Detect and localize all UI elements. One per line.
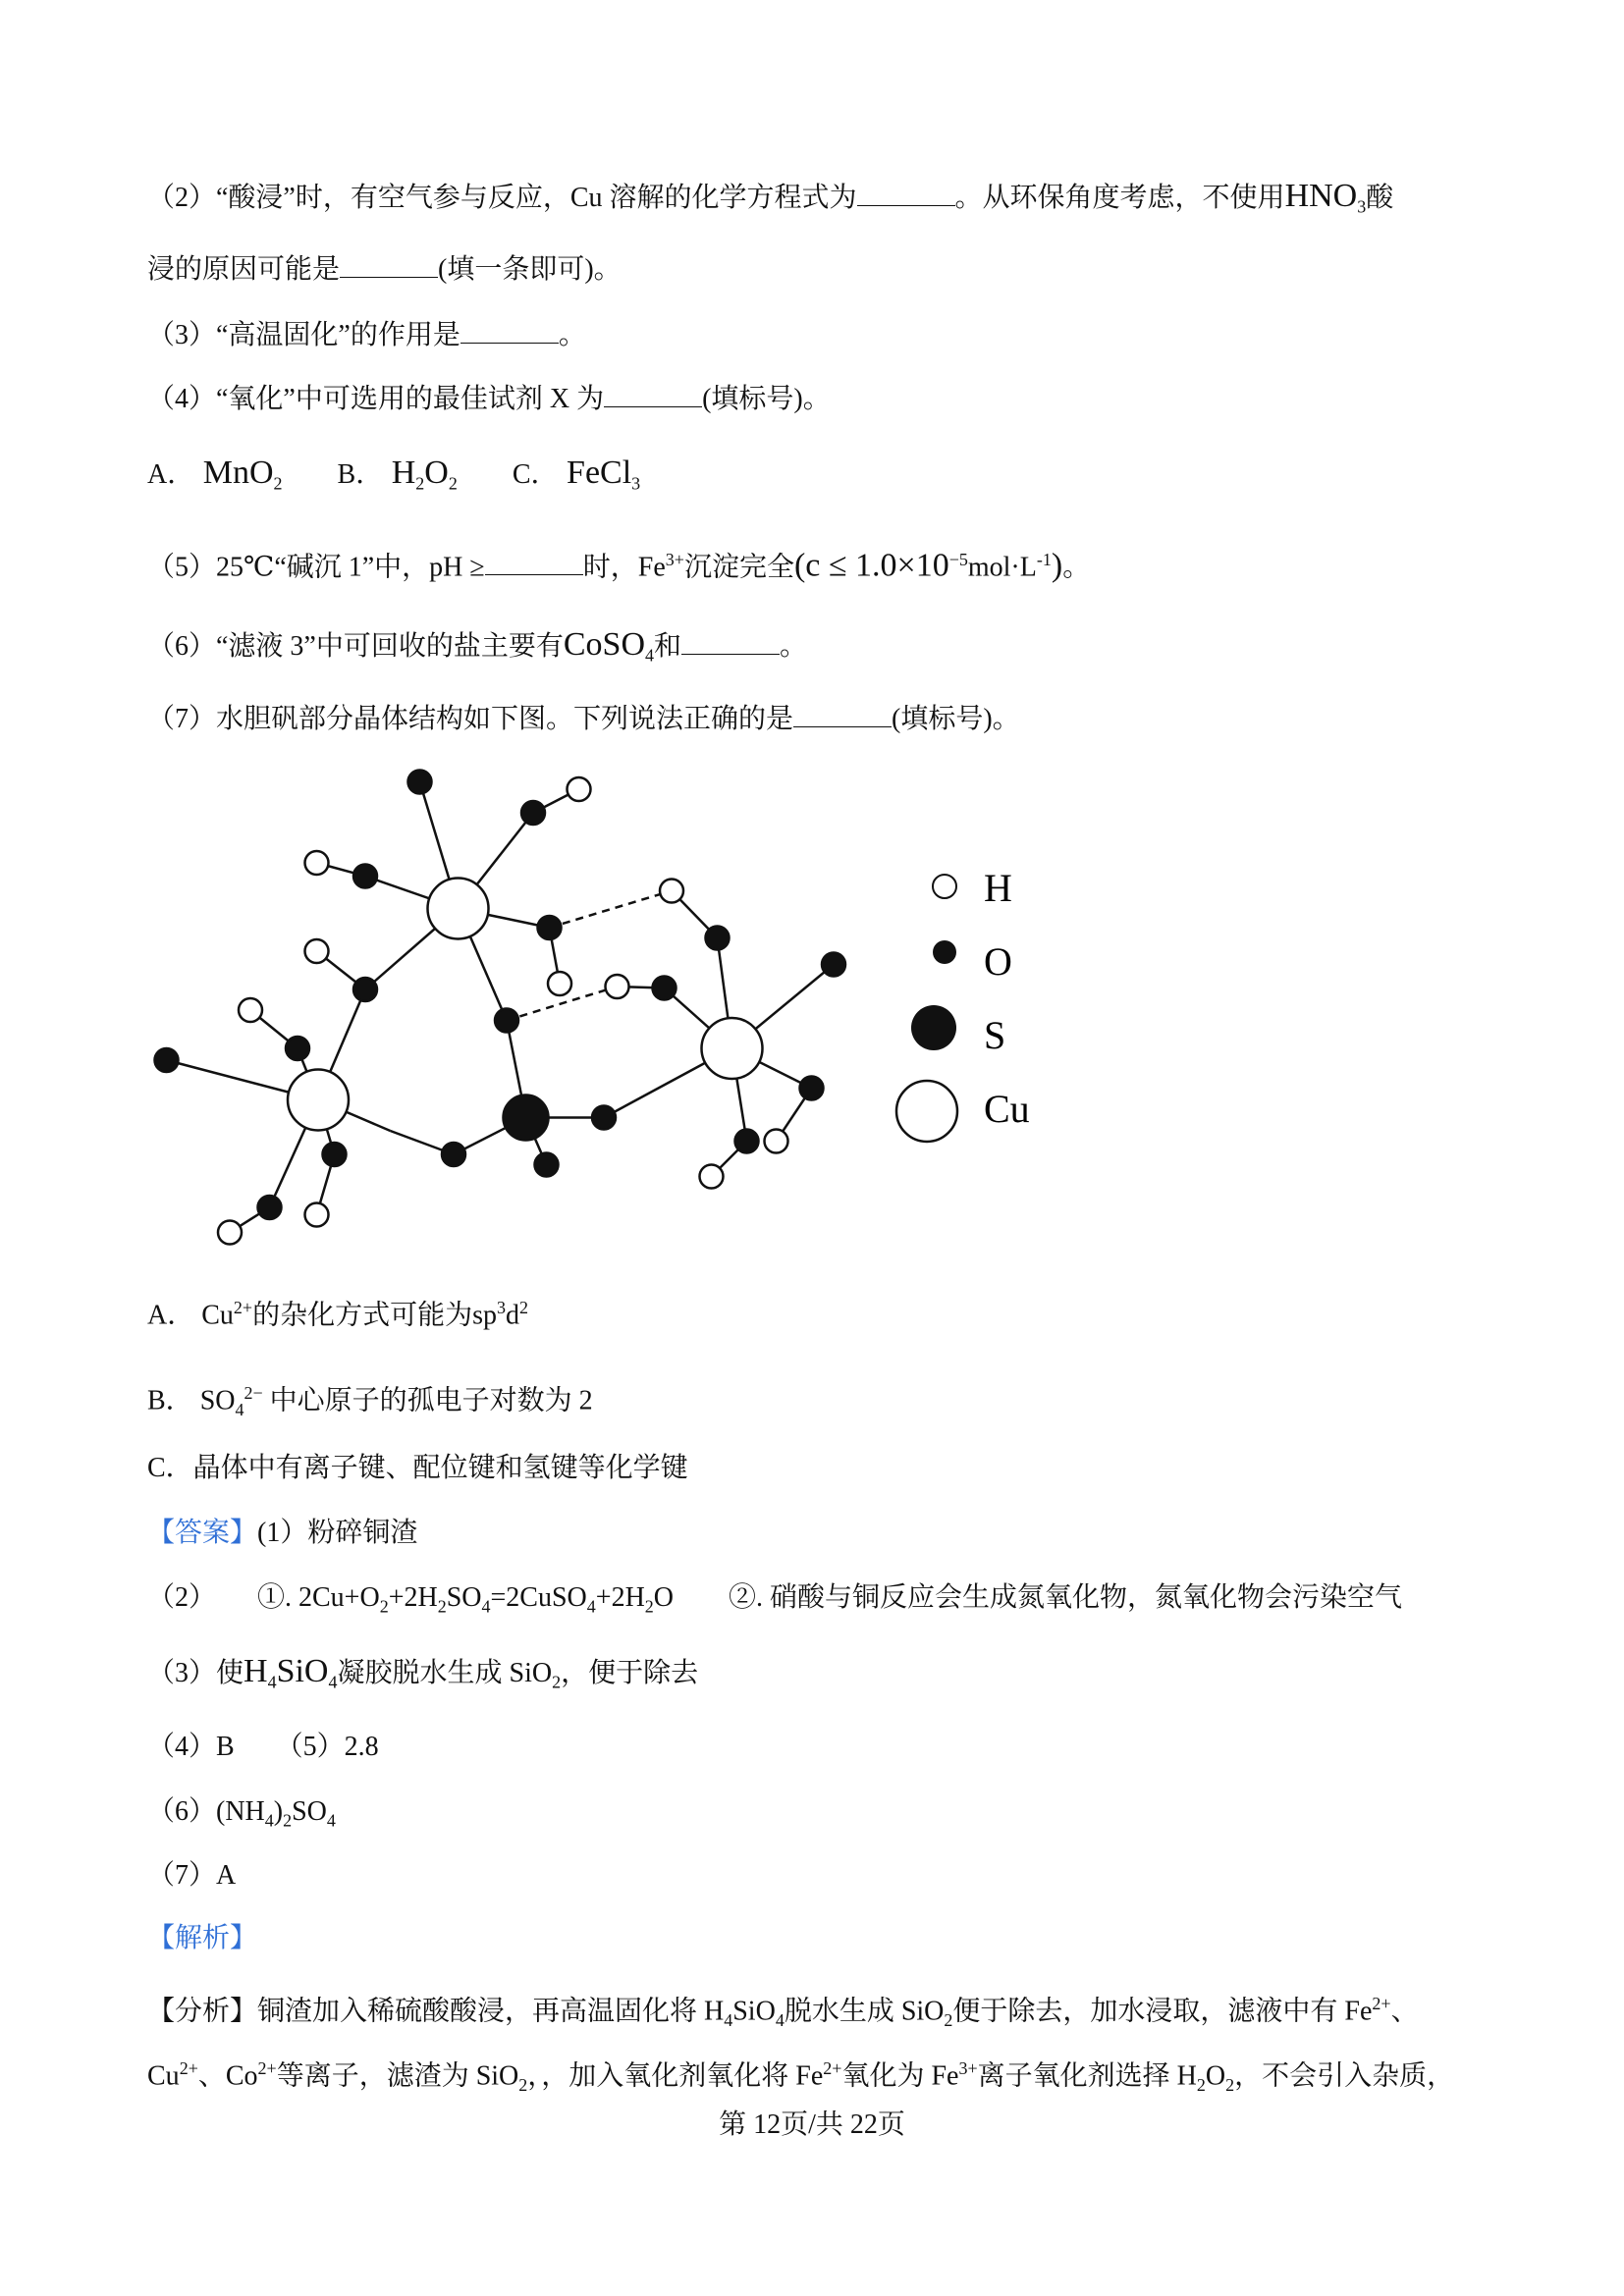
o-atom — [353, 978, 377, 1001]
text-segment: SO — [292, 1796, 327, 1827]
text-segment: 。 — [1062, 552, 1091, 583]
text-segment: 3 — [631, 473, 641, 494]
text-segment: 2+ — [257, 2058, 277, 2078]
text-segment: H — [383, 454, 416, 491]
text-segment: 3 — [496, 1298, 506, 1317]
legend — [896, 866, 1030, 1142]
text-segment: 4 — [481, 1596, 491, 1617]
analysis-line1 — [147, 1984, 1419, 2040]
text-segment: mol·L — [967, 552, 1037, 583]
text-segment: 4 — [645, 645, 654, 666]
text-segment: B． — [147, 1385, 193, 1416]
text-segment: SO — [192, 1385, 236, 1416]
text-segment: 的杂化方式可能为sp — [252, 1300, 497, 1331]
text-segment: SiO — [276, 1653, 329, 1689]
text-segment: d — [505, 1300, 519, 1331]
legend-h-icon — [933, 875, 956, 898]
o-atom — [495, 1009, 518, 1033]
o-atom — [258, 1196, 282, 1219]
answer-2 — [147, 1578, 1402, 1627]
text-segment: =2CuSO — [490, 1582, 587, 1613]
legend-s-label: S — [984, 1013, 1006, 1057]
text-segment: O ②. 硝酸与铜反应会生成氮氧化物，氮氧化物会污染空气 — [653, 1582, 1403, 1613]
text-segment: 2 — [518, 2074, 528, 2095]
text-segment: (c ≤ 1.0×10 — [793, 547, 949, 584]
text-segment: 【解析】 — [147, 1923, 258, 1953]
text-segment: ，，加入氧化剂氧化将 Fe — [527, 2060, 824, 2092]
text-segment: 2 — [448, 473, 458, 494]
text-segment: 2 — [379, 1596, 389, 1617]
text-segment: 脱水生成 SiO — [784, 1996, 945, 2027]
text-segment: B． — [282, 459, 384, 490]
legend-cu-icon — [896, 1081, 957, 1142]
cu-atom — [288, 1070, 349, 1131]
text-segment: Cu — [194, 1300, 234, 1331]
analysis-heading — [147, 1919, 257, 1958]
h-atom — [239, 998, 262, 1022]
h-atom — [305, 1203, 329, 1227]
text-segment: （3）“高温固化”的作用是 — [147, 320, 460, 350]
h-atom — [305, 939, 329, 963]
text-segment: (填标号)。 — [892, 704, 1020, 734]
h-atom — [606, 975, 629, 998]
h-atom — [660, 880, 683, 903]
o-atom — [653, 977, 677, 1000]
q7-option-c — [147, 1449, 688, 1488]
text-segment: MnO — [194, 454, 274, 491]
text-segment: （4）“氧化”中可选用的最佳试剂 X 为 — [147, 384, 605, 414]
o-atom — [538, 916, 562, 939]
text-segment: 【分析】铜渣加入稀硫酸酸浸，再高温固化将 H — [147, 1996, 725, 2027]
answer-3 — [147, 1652, 698, 1702]
text-segment: 4 — [326, 1810, 336, 1831]
text-segment: Cu — [147, 2060, 180, 2092]
text-segment: 2 — [437, 1596, 447, 1617]
text-segment: （7）A — [147, 1860, 237, 1891]
text-segment: 、Co — [197, 2060, 258, 2092]
text-segment: 4 — [586, 1596, 596, 1617]
s-atom — [504, 1095, 549, 1141]
text-segment: 2 — [1225, 2074, 1235, 2095]
answer-1 — [147, 1514, 417, 1553]
text-segment: ，不会引入杂质， — [1234, 2060, 1455, 2092]
text-segment: 离子氧化剂选择 H — [977, 2060, 1197, 2092]
text-segment: 4 — [775, 2009, 785, 2030]
h-atom — [305, 851, 329, 875]
text-segment: 浸的原因可能是 — [147, 254, 341, 285]
o-atom — [521, 801, 545, 825]
page-footer: 第 12页/共 22页 — [719, 2109, 905, 2140]
legend-o-label: O — [984, 939, 1012, 984]
text-segment: 4 — [235, 1399, 244, 1419]
text-segment: 2 — [518, 1298, 528, 1317]
text-segment: 2 — [944, 2009, 953, 2030]
text-segment: H — [244, 1653, 268, 1689]
text-segment: HNO — [1284, 178, 1358, 214]
o-atom — [735, 1130, 759, 1153]
text-segment: 4 — [328, 1672, 338, 1692]
text-segment: （2） ①. 2Cu+O — [147, 1582, 380, 1613]
text-segment: 2+ — [233, 1298, 253, 1317]
o-atom — [800, 1077, 824, 1100]
h-atom — [548, 972, 571, 995]
o-atom — [155, 1048, 179, 1072]
text-segment: 中心原子的孤电子对数为 2 — [262, 1385, 593, 1416]
cu-atom — [428, 879, 489, 939]
text-segment: ) — [1051, 547, 1063, 584]
text-segment: 。从环保角度考虑，不使用 — [954, 183, 1285, 213]
text-segment: 氧化为 Fe — [841, 2060, 959, 2092]
text-segment: 时，Fe — [582, 552, 666, 583]
text-segment: A． — [147, 1300, 195, 1331]
text-segment: （5）25℃“碱沉 1”中，pH ≥ — [147, 552, 485, 583]
text-segment: 沉淀完全 — [683, 552, 794, 583]
o-atom — [286, 1037, 309, 1060]
hydrogen-bond — [550, 891, 673, 929]
text-segment: 3+ — [958, 2058, 978, 2078]
text-segment: -1 — [1036, 550, 1052, 569]
q7-option-b — [147, 1373, 593, 1429]
text-segment: 2 — [273, 473, 283, 494]
text-segment: 4 — [724, 2009, 733, 2030]
text-segment: 2 — [415, 473, 425, 494]
text-segment: (填一条即可)。 — [438, 254, 622, 285]
text-segment: FeCl — [558, 454, 632, 491]
text-segment: +2H — [388, 1582, 438, 1613]
text-segment: 、 — [1390, 1996, 1419, 2027]
o-atom — [706, 927, 730, 950]
text-segment: 凝胶脱水生成 SiO — [337, 1658, 553, 1688]
text-segment: ，便于除去 — [561, 1658, 699, 1688]
text-segment: A． — [147, 459, 195, 490]
h-atom — [765, 1130, 788, 1153]
legend-h-label: H — [984, 866, 1012, 910]
text-segment: （6）(NH — [147, 1796, 265, 1827]
h-atom — [568, 777, 591, 801]
text-segment: 【答案】 — [147, 1518, 258, 1548]
o-atom — [408, 771, 432, 794]
answer-7 — [147, 1856, 236, 1896]
text-segment: 。 — [558, 320, 586, 350]
text-segment: −5 — [948, 550, 968, 569]
o-atom — [822, 953, 845, 977]
text-segment: SO — [446, 1582, 482, 1613]
o-atom — [442, 1143, 465, 1166]
text-segment: (1）粉碎铜渣 — [257, 1518, 418, 1548]
text-segment: 2 — [644, 1596, 654, 1617]
text-segment: C．晶体中有离子键、配位键和氢键等化学键 — [147, 1453, 688, 1483]
text-segment: O — [1205, 2060, 1226, 2092]
text-segment: 2+ — [823, 2058, 842, 2078]
text-segment: 2+ — [1372, 1994, 1391, 2013]
q7-option-a — [147, 1288, 528, 1335]
h-atom — [218, 1221, 242, 1245]
text-segment: CoSO — [563, 626, 645, 663]
text-segment: 3+ — [665, 550, 684, 569]
text-segment: （4）B （5）2.8 — [147, 1732, 379, 1762]
text-segment: 2− — [244, 1383, 263, 1403]
legend-s-icon — [911, 1005, 956, 1050]
text-segment: 2 — [1196, 2074, 1206, 2095]
text-segment: SiO — [732, 1996, 776, 2027]
text-segment: 和 — [654, 631, 682, 662]
text-segment: 。 — [780, 631, 808, 662]
text-segment: （7）水胆矾部分晶体结构如下图。下列说法正确的是 — [147, 704, 794, 734]
text-segment: 2 — [283, 1810, 293, 1831]
answer-6 — [147, 1792, 336, 1841]
legend-o-icon — [933, 940, 956, 964]
o-atom — [323, 1143, 347, 1166]
o-atom — [592, 1106, 616, 1130]
text-segment: 等离子，滤渣为 SiO — [276, 2060, 519, 2092]
text-segment: 2 — [552, 1672, 562, 1692]
text-segment: +2H — [595, 1582, 645, 1613]
text-segment: O — [424, 454, 449, 491]
cu-atom — [702, 1018, 763, 1079]
text-segment: 3 — [1357, 196, 1367, 217]
text-segment: 4 — [267, 1672, 277, 1692]
analysis-line2 — [147, 2049, 1454, 2105]
h-atom — [700, 1165, 724, 1189]
text-segment: ) — [273, 1796, 284, 1827]
text-segment: （6）“滤液 3”中可回收的盐主要有 — [147, 631, 564, 662]
o-atom — [535, 1153, 559, 1177]
text-segment: (填标号)。 — [702, 384, 831, 414]
text-segment: C． — [457, 459, 559, 490]
answer-4-5 — [147, 1728, 379, 1767]
text-segment: 2+ — [179, 2058, 198, 2078]
text-segment: （3）使 — [147, 1658, 244, 1688]
text-segment: 便于除去，加水浸取，滤液中有 Fe — [952, 1996, 1373, 2027]
text-segment: 酸 — [1366, 183, 1394, 213]
text-segment: 4 — [264, 1810, 274, 1831]
legend-cu-label: Cu — [984, 1087, 1030, 1131]
text-segment: （2）“酸浸”时，有空气参与反应，Cu 溶解的化学方程式为 — [147, 183, 857, 213]
o-atom — [353, 865, 377, 888]
